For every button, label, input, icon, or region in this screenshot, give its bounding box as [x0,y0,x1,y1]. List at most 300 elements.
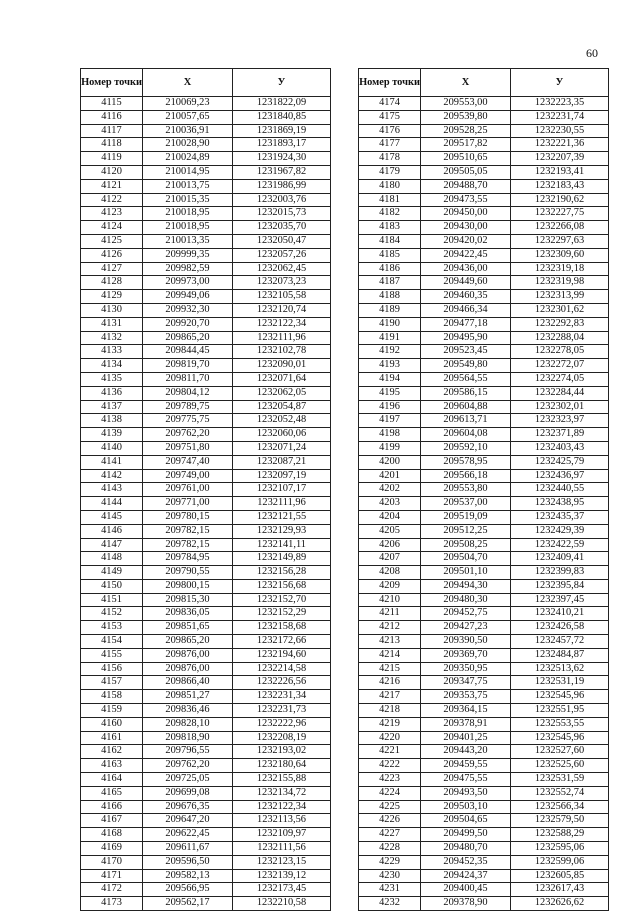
y-coordinate-cell: 1232183,43 [511,179,609,193]
table-row [359,690,609,704]
x-coordinate-cell: 209876,00 [143,648,233,662]
point-number-cell: 4225 [359,800,421,814]
table-row [81,497,331,511]
point-number-cell: 4140 [81,441,143,455]
table-row [81,635,331,649]
x-coordinate-cell: 209452,35 [421,855,511,869]
point-number-cell: 4205 [359,524,421,538]
point-number-cell: 4131 [81,317,143,331]
table-row [81,607,331,621]
x-coordinate-cell: 209553,80 [421,483,511,497]
y-coordinate-cell: 1232173,45 [233,883,331,897]
point-number-cell: 4193 [359,359,421,373]
y-coordinate-cell: 1232278,05 [511,345,609,359]
y-coordinate-cell: 1232309,60 [511,248,609,262]
y-coordinate-cell: 1232129,93 [233,524,331,538]
x-coordinate-cell: 209488,70 [421,179,511,193]
x-coordinate-cell: 210069,23 [143,97,233,111]
point-number-cell: 4143 [81,483,143,497]
table-row [359,717,609,731]
point-number-cell: 4226 [359,814,421,828]
x-coordinate-cell: 210028,90 [143,138,233,152]
x-coordinate-cell: 209523,45 [421,345,511,359]
point-number-cell: 4159 [81,704,143,718]
table-row [81,290,331,304]
table-row [81,138,331,152]
y-coordinate-cell: 1232226,56 [233,676,331,690]
table-row [359,110,609,124]
x-coordinate-cell: 210015,35 [143,193,233,207]
point-number-cell: 4192 [359,345,421,359]
x-coordinate-cell: 209450,00 [421,207,511,221]
y-coordinate-cell: 1232513,62 [511,662,609,676]
table-row [81,731,331,745]
point-number-cell: 4222 [359,759,421,773]
point-number-cell: 4169 [81,842,143,856]
point-number-cell: 4139 [81,428,143,442]
y-coordinate-cell: 1232595,06 [511,842,609,856]
x-coordinate-cell: 209512,25 [421,524,511,538]
table-row [81,579,331,593]
x-coordinate-cell: 210024,89 [143,152,233,166]
point-number-cell: 4215 [359,662,421,676]
point-number-cell: 4138 [81,414,143,428]
y-coordinate-cell: 1231840,85 [233,110,331,124]
table-row [81,828,331,842]
y-coordinate-cell: 1232599,06 [511,855,609,869]
header-y: У [511,69,609,97]
y-coordinate-cell: 1232190,62 [511,193,609,207]
y-coordinate-cell: 1232071,24 [233,441,331,455]
x-coordinate-cell: 210013,35 [143,234,233,248]
x-coordinate-cell: 209537,00 [421,497,511,511]
table-row [359,883,609,897]
table-row [359,152,609,166]
x-coordinate-cell: 210013,75 [143,179,233,193]
point-number-cell: 4124 [81,221,143,235]
x-coordinate-cell: 209771,00 [143,497,233,511]
table-row [359,842,609,856]
x-coordinate-cell: 209676,35 [143,800,233,814]
x-coordinate-cell: 209477,18 [421,317,511,331]
y-coordinate-cell: 1231924,30 [233,152,331,166]
x-coordinate-cell: 209949,06 [143,290,233,304]
x-coordinate-cell: 209424,37 [421,869,511,883]
y-coordinate-cell: 1232551,95 [511,704,609,718]
point-number-cell: 4218 [359,704,421,718]
table-row [81,331,331,345]
table-row [359,855,609,869]
y-coordinate-cell: 1232545,96 [511,690,609,704]
table-row [81,359,331,373]
table-row [81,110,331,124]
x-coordinate-cell: 210018,95 [143,221,233,235]
table-row [81,248,331,262]
point-number-cell: 4132 [81,331,143,345]
table-row [359,441,609,455]
y-coordinate-cell: 1232227,75 [511,207,609,221]
x-coordinate-cell: 209819,70 [143,359,233,373]
y-coordinate-cell: 1232003,76 [233,193,331,207]
x-coordinate-cell: 209519,09 [421,510,511,524]
x-coordinate-cell: 209647,20 [143,814,233,828]
y-coordinate-cell: 1232440,55 [511,483,609,497]
point-number-cell: 4202 [359,483,421,497]
x-coordinate-cell: 209784,95 [143,552,233,566]
y-coordinate-cell: 1231893,17 [233,138,331,152]
table-row [359,662,609,676]
point-number-cell: 4196 [359,400,421,414]
point-number-cell: 4188 [359,290,421,304]
table-row [81,883,331,897]
table-row [81,621,331,635]
y-coordinate-cell: 1232214,58 [233,662,331,676]
x-coordinate-cell: 209876,00 [143,662,233,676]
table-row [359,759,609,773]
point-number-cell: 4195 [359,386,421,400]
x-coordinate-cell: 209613,71 [421,414,511,428]
table-row [359,372,609,386]
table-row [359,607,609,621]
table-row [359,276,609,290]
y-coordinate-cell: 1232054,87 [233,400,331,414]
point-number-cell: 4146 [81,524,143,538]
table-row [81,759,331,773]
y-coordinate-cell: 1232231,34 [233,690,331,704]
point-number-cell: 4229 [359,855,421,869]
table-row [81,897,331,911]
table-row [81,552,331,566]
y-coordinate-cell: 1232111,96 [233,331,331,345]
point-number-cell: 4201 [359,469,421,483]
y-coordinate-cell: 1232107,17 [233,483,331,497]
table-row [359,359,609,373]
y-coordinate-cell: 1232605,85 [511,869,609,883]
x-coordinate-cell: 209517,82 [421,138,511,152]
point-number-cell: 4217 [359,690,421,704]
table-row [81,842,331,856]
y-coordinate-cell: 1232123,15 [233,855,331,869]
y-coordinate-cell: 1232422,59 [511,538,609,552]
point-number-cell: 4211 [359,607,421,621]
table-row [359,414,609,428]
header-y: У [233,69,331,97]
x-coordinate-cell: 209604,08 [421,428,511,442]
y-coordinate-cell: 1232073,23 [233,276,331,290]
table-row [81,428,331,442]
table-header-row [359,69,609,97]
y-coordinate-cell: 1232015,73 [233,207,331,221]
y-coordinate-cell: 1232062,05 [233,386,331,400]
x-coordinate-cell: 209480,70 [421,842,511,856]
y-coordinate-cell: 1232409,41 [511,552,609,566]
table-row [81,704,331,718]
point-number-cell: 4179 [359,165,421,179]
y-coordinate-cell: 1232156,68 [233,579,331,593]
table-row [81,717,331,731]
y-coordinate-cell: 1232425,79 [511,455,609,469]
y-coordinate-cell: 1232156,28 [233,566,331,580]
point-number-cell: 4158 [81,690,143,704]
point-number-cell: 4128 [81,276,143,290]
point-number-cell: 4206 [359,538,421,552]
point-number-cell: 4120 [81,165,143,179]
x-coordinate-cell: 209851,27 [143,690,233,704]
table-row [359,469,609,483]
x-coordinate-cell: 209796,55 [143,745,233,759]
point-number-cell: 4209 [359,579,421,593]
x-coordinate-cell: 209920,70 [143,317,233,331]
y-coordinate-cell: 1232105,58 [233,290,331,304]
point-number-cell: 4221 [359,745,421,759]
point-number-cell: 4125 [81,234,143,248]
table-row [81,676,331,690]
point-number-cell: 4156 [81,662,143,676]
table-row [359,731,609,745]
point-number-cell: 4224 [359,786,421,800]
x-coordinate-cell: 209503,10 [421,800,511,814]
x-coordinate-cell: 209566,95 [143,883,233,897]
x-coordinate-cell: 209494,30 [421,579,511,593]
table-row [81,152,331,166]
x-coordinate-cell: 209762,20 [143,759,233,773]
x-coordinate-cell: 209564,55 [421,372,511,386]
x-coordinate-cell: 209790,55 [143,566,233,580]
table-row [359,345,609,359]
header-point-number: Номер точки [81,69,143,97]
coordinates-table-left [80,68,331,911]
y-coordinate-cell: 1232208,19 [233,731,331,745]
y-coordinate-cell: 1232155,88 [233,773,331,787]
y-coordinate-cell: 1232062,45 [233,262,331,276]
point-number-cell: 4227 [359,828,421,842]
x-coordinate-cell: 209749,00 [143,469,233,483]
y-coordinate-cell: 1232288,04 [511,331,609,345]
point-number-cell: 4200 [359,455,421,469]
point-number-cell: 4147 [81,538,143,552]
point-number-cell: 4145 [81,510,143,524]
x-coordinate-cell: 209539,80 [421,110,511,124]
table-row [81,662,331,676]
table-row [359,455,609,469]
point-number-cell: 4144 [81,497,143,511]
x-coordinate-cell: 209865,20 [143,331,233,345]
y-coordinate-cell: 1232097,19 [233,469,331,483]
x-coordinate-cell: 209473,55 [421,193,511,207]
table-row [359,317,609,331]
y-coordinate-cell: 1232052,48 [233,414,331,428]
y-coordinate-cell: 1232194,60 [233,648,331,662]
x-coordinate-cell: 209495,90 [421,331,511,345]
y-coordinate-cell: 1232313,99 [511,290,609,304]
x-coordinate-cell: 209452,75 [421,607,511,621]
table-row [359,510,609,524]
point-number-cell: 4151 [81,593,143,607]
y-coordinate-cell: 1232436,97 [511,469,609,483]
table-row [81,524,331,538]
x-coordinate-cell: 209378,91 [421,717,511,731]
x-coordinate-cell: 209549,80 [421,359,511,373]
y-coordinate-cell: 1232552,74 [511,786,609,800]
x-coordinate-cell: 210014,95 [143,165,233,179]
y-coordinate-cell: 1232292,83 [511,317,609,331]
point-number-cell: 4150 [81,579,143,593]
y-coordinate-cell: 1232397,45 [511,593,609,607]
y-coordinate-cell: 1232399,83 [511,566,609,580]
x-coordinate-cell: 209475,55 [421,773,511,787]
y-coordinate-cell: 1232545,96 [511,731,609,745]
point-number-cell: 4184 [359,234,421,248]
y-coordinate-cell: 1232120,74 [233,303,331,317]
table-row [359,303,609,317]
x-coordinate-cell: 209725,05 [143,773,233,787]
y-coordinate-cell: 1232435,37 [511,510,609,524]
y-coordinate-cell: 1232274,05 [511,372,609,386]
point-number-cell: 4137 [81,400,143,414]
table-row [81,372,331,386]
y-coordinate-cell: 1232111,96 [233,497,331,511]
y-coordinate-cell: 1232319,18 [511,262,609,276]
y-coordinate-cell: 1232626,62 [511,897,609,911]
point-number-cell: 4186 [359,262,421,276]
point-number-cell: 4166 [81,800,143,814]
point-number-cell: 4163 [81,759,143,773]
y-coordinate-cell: 1232134,72 [233,786,331,800]
header-point-number: Номер точки [359,69,421,97]
point-number-cell: 4142 [81,469,143,483]
y-coordinate-cell: 1232109,97 [233,828,331,842]
point-number-cell: 4197 [359,414,421,428]
point-number-cell: 4160 [81,717,143,731]
y-coordinate-cell: 1232484,87 [511,648,609,662]
y-coordinate-cell: 1232284,44 [511,386,609,400]
x-coordinate-cell: 209604,88 [421,400,511,414]
y-coordinate-cell: 1232139,12 [233,869,331,883]
x-coordinate-cell: 209836,46 [143,704,233,718]
y-coordinate-cell: 1232410,21 [511,607,609,621]
y-coordinate-cell: 1232057,26 [233,248,331,262]
y-coordinate-cell: 1232231,74 [511,110,609,124]
table-row [359,676,609,690]
point-number-cell: 4176 [359,124,421,138]
y-coordinate-cell: 1232319,98 [511,276,609,290]
x-coordinate-cell: 209350,95 [421,662,511,676]
point-number-cell: 4214 [359,648,421,662]
y-coordinate-cell: 1232102,78 [233,345,331,359]
point-number-cell: 4203 [359,497,421,511]
table-row [359,538,609,552]
point-number-cell: 4117 [81,124,143,138]
point-number-cell: 4136 [81,386,143,400]
x-coordinate-cell: 209401,25 [421,731,511,745]
table-row [359,786,609,800]
x-coordinate-cell: 209459,55 [421,759,511,773]
point-number-cell: 4122 [81,193,143,207]
point-number-cell: 4157 [81,676,143,690]
y-coordinate-cell: 1232152,29 [233,607,331,621]
table-row [359,814,609,828]
table-row [359,579,609,593]
point-number-cell: 4191 [359,331,421,345]
x-coordinate-cell: 209973,00 [143,276,233,290]
table-row [81,745,331,759]
x-coordinate-cell: 209932,30 [143,303,233,317]
y-coordinate-cell: 1232579,50 [511,814,609,828]
point-number-cell: 4133 [81,345,143,359]
point-number-cell: 4174 [359,97,421,111]
x-coordinate-cell: 209460,35 [421,290,511,304]
y-coordinate-cell: 1232371,89 [511,428,609,442]
x-coordinate-cell: 209449,60 [421,276,511,290]
x-coordinate-cell: 209566,18 [421,469,511,483]
x-coordinate-cell: 209789,75 [143,400,233,414]
point-number-cell: 4118 [81,138,143,152]
y-coordinate-cell: 1232588,29 [511,828,609,842]
point-number-cell: 4180 [359,179,421,193]
point-number-cell: 4208 [359,566,421,580]
table-row [359,773,609,787]
y-coordinate-cell: 1232121,55 [233,510,331,524]
table-row [81,800,331,814]
table-row [81,773,331,787]
x-coordinate-cell: 209982,59 [143,262,233,276]
table-row [359,386,609,400]
point-number-cell: 4210 [359,593,421,607]
table-row [359,331,609,345]
y-coordinate-cell: 1232221,36 [511,138,609,152]
x-coordinate-cell: 209504,70 [421,552,511,566]
point-number-cell: 4230 [359,869,421,883]
y-coordinate-cell: 1232122,34 [233,317,331,331]
table-row [359,745,609,759]
table-row [359,207,609,221]
y-coordinate-cell: 1232266,08 [511,221,609,235]
point-number-cell: 4219 [359,717,421,731]
point-number-cell: 4223 [359,773,421,787]
x-coordinate-cell: 210018,95 [143,207,233,221]
x-coordinate-cell: 209611,67 [143,842,233,856]
table-row [81,400,331,414]
point-number-cell: 4123 [81,207,143,221]
y-coordinate-cell: 1232111,56 [233,842,331,856]
table-row [359,290,609,304]
page-number: 60 [586,46,598,60]
x-coordinate-cell: 209782,15 [143,538,233,552]
x-coordinate-cell: 209510,65 [421,152,511,166]
table-row [81,855,331,869]
point-number-cell: 4182 [359,207,421,221]
point-number-cell: 4204 [359,510,421,524]
table-row [81,483,331,497]
point-number-cell: 4175 [359,110,421,124]
point-number-cell: 4212 [359,621,421,635]
y-coordinate-cell: 1232149,89 [233,552,331,566]
point-number-cell: 4167 [81,814,143,828]
x-coordinate-cell: 209443,20 [421,745,511,759]
point-number-cell: 4199 [359,441,421,455]
point-number-cell: 4149 [81,566,143,580]
y-coordinate-cell: 1232223,35 [511,97,609,111]
table-row [359,138,609,152]
y-coordinate-cell: 1232231,73 [233,704,331,718]
point-number-cell: 4130 [81,303,143,317]
y-coordinate-cell: 1232302,01 [511,400,609,414]
x-coordinate-cell: 209596,50 [143,855,233,869]
point-number-cell: 4148 [81,552,143,566]
x-coordinate-cell: 209775,75 [143,414,233,428]
x-coordinate-cell: 209865,20 [143,635,233,649]
point-number-cell: 4231 [359,883,421,897]
